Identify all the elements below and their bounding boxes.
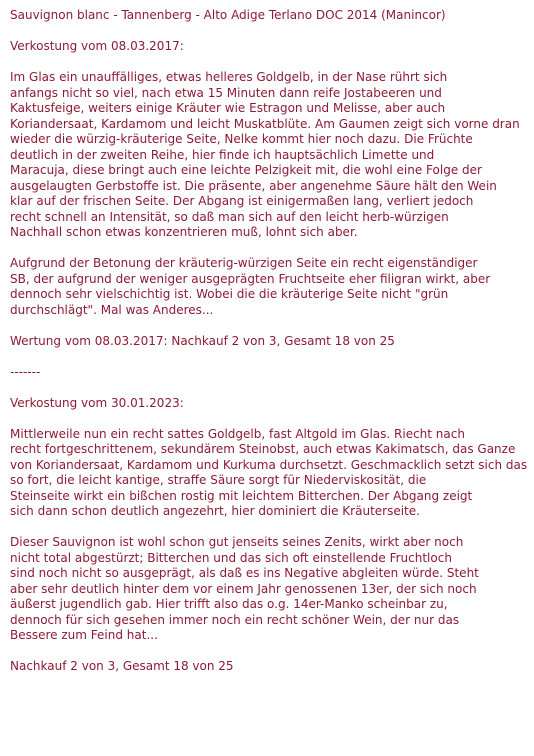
text-line: dennoch für sich gesehen immer noch ein recht schöner Wein, der nur das <box>10 612 460 627</box>
spacer <box>10 55 528 71</box>
tasting-1-paragraph-2 <box>10 256 528 318</box>
text-line: sich dann schon deutlich angezehrt, hier dominiert die Kräuterseite. <box>10 504 420 518</box>
spacer <box>10 318 528 334</box>
text-line: Kaktusfeige, weiters einige Kräuter wie Estragon und Melisse, aber auch <box>10 101 446 115</box>
text-line: wieder die würzig-kräuterige Seite, Nelke kommt hier noch dazu. Die Früchte <box>10 132 473 146</box>
text-line: Nachhall schon etwas konzentrieren muß, lohnt sich aber. <box>10 225 358 239</box>
spacer <box>10 349 528 365</box>
text-line: dennoch sehr vielschichtig ist. Wobei die die kräuterige Seite nicht "grün <box>10 287 449 301</box>
text-line: sind noch nicht so ausgeprägt, als daß es ins Negative abgleiten würde. Steht <box>10 566 479 580</box>
text-line: deutlich in der zweiten Reihe, hier finde ich hauptsächlich Limette und <box>10 147 435 162</box>
tasting-2-paragraph-1 <box>10 427 528 520</box>
text-line: Im Glas ein unauffälliges, etwas helleres Goldgelb, in der Nase rührt sich <box>10 70 448 84</box>
text-line: von Koriandersaat, Kardamom und Kurkuma durchsetzt. Geschmacklich setzt sich das <box>10 457 528 472</box>
spacer <box>10 644 528 660</box>
spacer <box>10 380 528 396</box>
text-line: Mittlerweile nun ein recht sattes Goldgelb, fast Altgold im Glas. Riecht nach <box>10 426 465 441</box>
tasting-2-paragraph-2 <box>10 535 528 644</box>
text-line: nicht total abgestürzt; Bitterchen und das sich oft einstellende Fruchtloch <box>10 550 452 565</box>
text-line: so fort, die leicht kantige, straffe Säure sorgt für Niederviskosität, die <box>10 473 427 487</box>
text-line: recht fortgeschrittenem, sekundärem Steinobst, auch etwas Kakimatsch, das Ganze <box>10 442 516 456</box>
text-line: ausgelaugten Gerbstoffe ist. Die präsente, aber angenehme Säure hält den Wein <box>10 178 497 193</box>
spacer <box>10 24 528 40</box>
tasting-1-heading: Verkostung vom 08.03.2017: <box>10 39 184 53</box>
spacer <box>10 411 528 427</box>
separator: ------- <box>10 364 41 379</box>
text-line: Dieser Sauvignon ist wohl schon gut jenseits seines Zenits, wirkt aber noch <box>10 535 464 549</box>
text-line: aber sehr deutlich hinter dem vor einem Jahr genossenen 13er, der sich noch <box>10 581 477 596</box>
tasting-1-rating: Wertung vom 08.03.2017: Nachkauf 2 von 3, Gesamt 18 von 25 <box>10 333 395 348</box>
text-line: durchschlägt". Mal was Anderes... <box>10 302 214 317</box>
text-line: klar auf der frischen Seite. Der Abgang ist einigermaßen lang, verliert jedoch <box>10 194 474 208</box>
text-line: Steinseite wirkt ein bißchen rostig mit leichtem Bitterchen. Der Abgang zeigt <box>10 488 473 503</box>
spacer <box>10 241 528 257</box>
text-line: Bessere zum Feind hat... <box>10 628 158 642</box>
text-line: recht schnell an Intensität, so daß man sich auf den leicht herb-würzigen <box>10 209 449 224</box>
text-line: Maracuja, diese bringt auch eine leichte Pelzigkeit mit, die wohl eine Folge der <box>10 163 482 177</box>
tasting-2-rating: Nachkauf 2 von 3, Gesamt 18 von 25 <box>10 659 234 673</box>
text-line: anfangs nicht so viel, nach etwa 15 Minuten dann reife Jostabeeren und <box>10 85 442 100</box>
tasting-2-heading: Verkostung vom 30.01.2023: <box>10 395 184 410</box>
text-line: Aufgrund der Betonung der kräuterig-würzigen Seite ein recht eigenständiger <box>10 256 478 270</box>
spacer <box>10 520 528 536</box>
text-line: SB, der aufgrund der weniger ausgeprägten Fruchtseite eher filigran wirkt, aber <box>10 271 491 286</box>
wine-title: Sauvignon blanc - Tannenberg - Alto Adige Terlano DOC 2014 (Manincor) <box>10 8 446 22</box>
text-line: äußerst jugendlich gab. Hier trifft also das o.g. 14er-Manko scheinbar zu, <box>10 597 448 611</box>
tasting-1-paragraph-1 <box>10 70 528 241</box>
text-line: Koriandersaat, Kardamom und leicht Muskatblüte. Am Gaumen zeigt sich vorne dran <box>10 116 520 131</box>
